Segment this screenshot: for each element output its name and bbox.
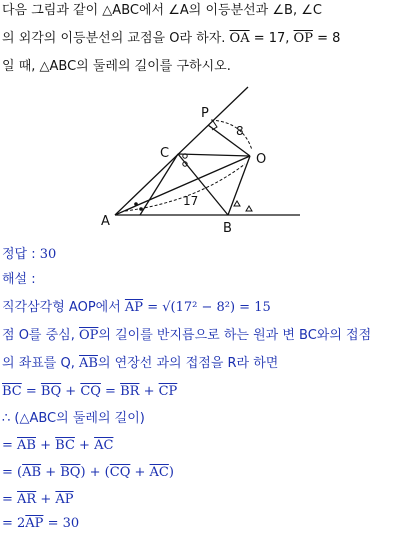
operator: = bbox=[2, 492, 18, 507]
operator: ) + ( bbox=[80, 465, 110, 480]
line-po bbox=[208, 125, 250, 156]
segment-br: $\overline{BR}$ bbox=[120, 384, 140, 399]
problem-text: 의 외각의 이등분선의 교점을 O라 하자. bbox=[2, 31, 230, 46]
operator: + bbox=[130, 465, 150, 480]
line-ac-extension bbox=[115, 87, 248, 215]
segment-bc: $\overline{BC}$ bbox=[2, 384, 22, 399]
solution-line-7 bbox=[2, 465, 174, 481]
solution-text: 의 좌표를 Q, bbox=[2, 356, 79, 371]
segment-bq: $\overline{BQ}$ bbox=[60, 465, 81, 480]
angle-mark-a2 bbox=[139, 207, 143, 211]
segment-cp: $\overline{CP}$ bbox=[158, 384, 178, 399]
solution-line-3 bbox=[2, 356, 278, 372]
segment-ap: $\overline{AP}$ bbox=[55, 492, 74, 507]
operator: = bbox=[100, 384, 121, 399]
label-c: C bbox=[160, 146, 170, 161]
value-oa: = 17, bbox=[249, 31, 294, 46]
segment-bc: $\overline{BC}$ bbox=[55, 438, 75, 453]
segment-op: $\overline{OP}$ bbox=[79, 328, 99, 343]
problem-text: 일 때, △ABC의 둘레의 길이를 구하시오. bbox=[2, 59, 231, 74]
segment-cq: $\overline{CQ}$ bbox=[109, 465, 131, 480]
solution-line-1 bbox=[2, 300, 271, 316]
answer-value: 30 bbox=[39, 247, 57, 262]
solution-heading: 해설 : bbox=[2, 272, 36, 287]
solution-text: 의 길이를 반지름으로 하는 원과 변 BC와의 접점 bbox=[98, 328, 372, 343]
solution-text: 직각삼각형 AOP에서 bbox=[2, 300, 125, 315]
solution-line-8 bbox=[2, 492, 74, 508]
segment-ap: $\overline{AP}$ bbox=[25, 516, 44, 531]
segment-ap: $\overline{AP}$ bbox=[124, 300, 144, 315]
answer-label: 정답 : bbox=[2, 247, 40, 262]
operator: = 30 bbox=[43, 516, 80, 531]
operator: + bbox=[61, 384, 81, 399]
label-8: 8 bbox=[236, 124, 244, 138]
segment-cq: $\overline{CQ}$ bbox=[80, 384, 101, 399]
solution-line-9 bbox=[2, 516, 79, 532]
segment-ab: $\overline{AB}$ bbox=[17, 438, 36, 453]
segment-oa: $\overline{OA}$ bbox=[229, 31, 250, 46]
solution-label bbox=[2, 272, 36, 288]
operator: + bbox=[139, 384, 159, 399]
label-17: 17 bbox=[183, 194, 199, 208]
operator: + bbox=[41, 465, 61, 480]
segment-bq: $\overline{BQ}$ bbox=[40, 384, 62, 399]
solution-math: = √(17² − 8²) = 15 bbox=[143, 300, 271, 315]
problem-text: 다음 그림과 같이 △ABC에서 ∠A의 이등분선과 ∠B, ∠C bbox=[2, 3, 322, 18]
angle-mark-a1 bbox=[134, 202, 138, 206]
line-helper bbox=[140, 154, 178, 215]
problem-line-2 bbox=[2, 31, 340, 47]
operator: + bbox=[74, 438, 95, 453]
angle-mark-b1 bbox=[234, 201, 240, 206]
problem-line-1 bbox=[2, 3, 322, 19]
value-op: = 8 bbox=[312, 31, 341, 46]
operator: = bbox=[21, 384, 41, 399]
segment-ab: $\overline{AB}$ bbox=[22, 465, 42, 480]
segment-ab: $\overline{AB}$ bbox=[79, 356, 98, 371]
label-o: O bbox=[256, 152, 267, 167]
answer-line bbox=[2, 247, 56, 263]
segment-ac: $\overline{AC}$ bbox=[149, 465, 169, 480]
operator: = ( bbox=[2, 465, 23, 480]
operator: = 2 bbox=[2, 516, 26, 531]
arc-radius-8 bbox=[211, 120, 252, 150]
segment-ac: $\overline{AC}$ bbox=[94, 438, 114, 453]
label-b: B bbox=[223, 221, 232, 234]
solution-line-2 bbox=[2, 328, 371, 344]
problem-line-3 bbox=[2, 59, 231, 75]
segment-ar: $\overline{AR}$ bbox=[17, 492, 37, 507]
operator: + bbox=[36, 492, 56, 507]
solution-text: 점 O를 중심, bbox=[2, 328, 79, 343]
line-co bbox=[178, 154, 250, 156]
operator: + bbox=[35, 438, 56, 453]
angle-mark-b2 bbox=[246, 206, 252, 211]
solution-text: 의 연장선 과의 접점을 R라 하면 bbox=[97, 356, 279, 371]
solution-line-6 bbox=[2, 438, 113, 454]
label-p: P bbox=[201, 106, 209, 121]
geometry-figure bbox=[95, 84, 305, 234]
solution-line-5 bbox=[2, 411, 145, 427]
solution-text: ∴ (△ABC의 둘레의 길이) bbox=[2, 411, 145, 426]
operator: = bbox=[2, 438, 18, 453]
label-a: A bbox=[101, 214, 110, 229]
operator: ) bbox=[168, 465, 174, 480]
solution-line-4 bbox=[2, 384, 177, 400]
segment-op: $\overline{OP}$ bbox=[293, 31, 313, 46]
